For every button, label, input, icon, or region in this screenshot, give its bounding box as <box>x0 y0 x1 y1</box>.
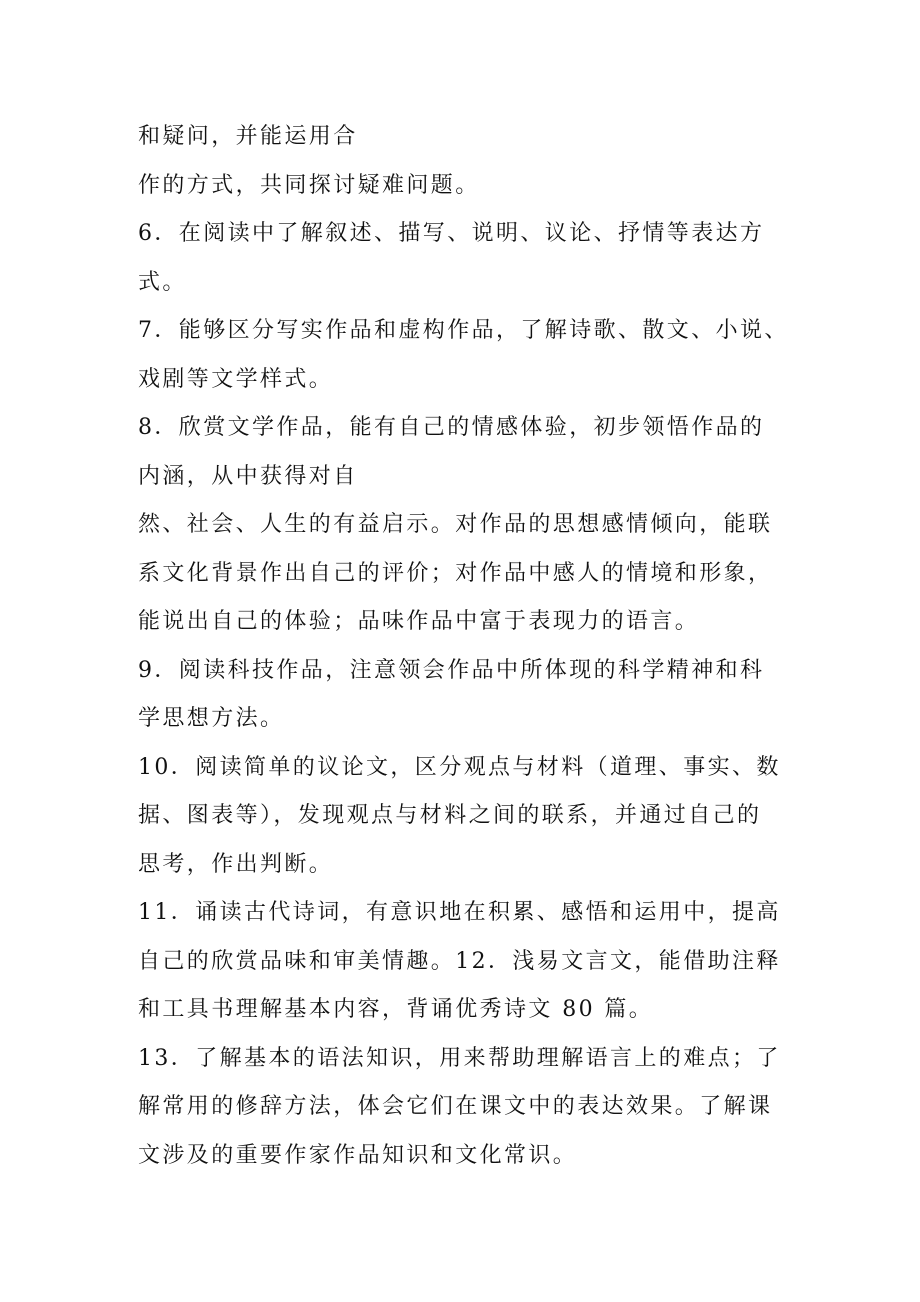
text-line: 文涉及的重要作家作品知识和文化常识。 <box>138 1142 578 1168</box>
text-line: 学思想方法。 <box>138 706 285 731</box>
text-line: 内涵，从中获得对自 <box>138 463 358 489</box>
text-line: 10．阅读简单的议论文，区分观点与材料（道理、事实、数 <box>138 754 781 780</box>
text-line: 戏剧等文学样式。 <box>138 366 334 392</box>
text-line: 和疑问，并能运用合 <box>138 124 358 149</box>
text-line: 8．欣赏文学作品，能有自己的情感体验，初步领悟作品的 <box>138 415 765 440</box>
text-line: 据、图表等），发现观点与材料之间的联系，并通过自己的 <box>138 803 762 828</box>
document-body <box>138 113 818 1180</box>
text-line: 自己的欣赏品味和审美情趣。12．浅易文言文，能借助注释 <box>138 948 781 974</box>
text-line: 11．诵读古代诗词，有意识地在积累、感悟和运用中，提高 <box>138 900 781 925</box>
text-line: 系文化背景作出自己的评价；对作品中感人的情境和形象， <box>138 560 773 586</box>
text-line: 解常用的修辞方法，体会它们在课文中的表达效果。了解课 <box>138 1094 773 1119</box>
text-line: 思考，作出判断。 <box>138 851 334 877</box>
text-line: 式。 <box>138 269 187 295</box>
text-line: 7．能够区分写实作品和虚构作品，了解诗歌、散文、小说、 <box>138 318 789 343</box>
text-line: 作的方式，共同探讨疑难问题。 <box>138 172 480 198</box>
text-line: 和工具书理解基本内容，背诵优秀诗文 80 篇。 <box>138 997 654 1022</box>
text-line: 9．阅读科技作品，注意领会作品中所体现的科学精神和科 <box>138 657 765 683</box>
text-line: 6．在阅读中了解叙述、描写、说明、议论、抒情等表达方 <box>138 221 765 246</box>
text-line: 能说出自己的体验；品味作品中富于表现力的语言。 <box>138 609 700 634</box>
text-line: 13．了解基本的语法知识，用来帮助理解语言上的难点；了 <box>138 1045 781 1071</box>
text-line: 然、社会、人生的有益启示。对作品的思想感情倾向，能联 <box>138 512 773 537</box>
